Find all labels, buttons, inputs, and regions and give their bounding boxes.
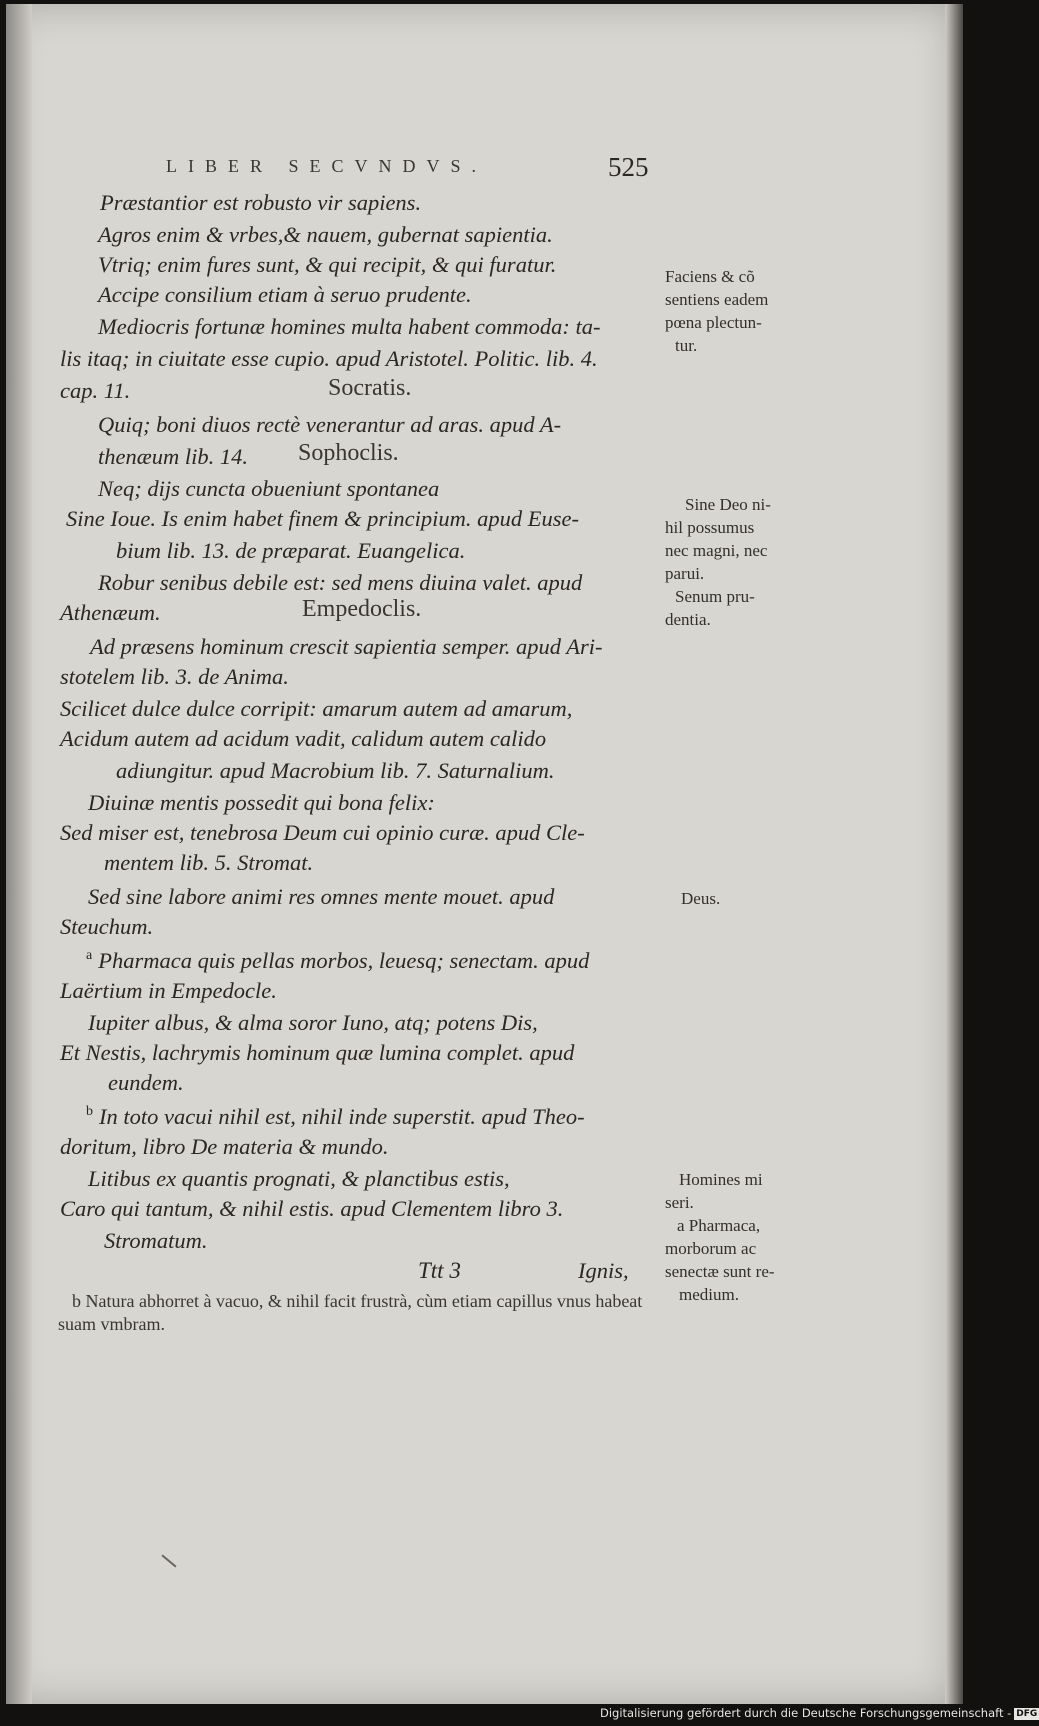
marginal-note-line: senectæ sunt re- bbox=[665, 1262, 775, 1281]
marginal-note-line: morborum ac bbox=[665, 1239, 757, 1258]
text-line: doritum, libro De materia & mundo. bbox=[60, 1134, 389, 1159]
section-heading: Empedoclis. bbox=[302, 596, 422, 622]
text-line: Iupiter albus, & alma soror Iuno, atq; potens Dis, bbox=[88, 1010, 538, 1035]
page-gutter-shadow bbox=[6, 4, 32, 1704]
marginal-note-line: nec magni, nec bbox=[665, 541, 768, 560]
marginal-note-line: tur. bbox=[675, 336, 698, 355]
page-edge-shadow bbox=[945, 4, 963, 1704]
text-line: Stromatum. bbox=[104, 1228, 208, 1253]
text-line: eundem. bbox=[108, 1070, 184, 1095]
text-line: Agros enim & vrbes,& nauem, gubernat sapientia. bbox=[98, 222, 553, 247]
signature-mark: Ttt 3 bbox=[418, 1258, 461, 1283]
text-line: Athenæum. bbox=[60, 600, 161, 625]
footnote-line: suam vmbram. bbox=[58, 1314, 165, 1334]
text-line: stotelem lib. 3. de Anima. bbox=[60, 664, 289, 689]
marginal-note-line: sentiens eadem bbox=[665, 290, 769, 309]
marginal-note-line: Deus. bbox=[681, 889, 721, 908]
section-heading: Sophoclis. bbox=[298, 440, 399, 466]
marginal-note-line: hil possumus bbox=[665, 518, 755, 537]
marginal-note-line: a Pharmaca, bbox=[677, 1216, 761, 1235]
marginal-note-line: seri. bbox=[665, 1193, 694, 1212]
text-line: Neq; dijs cuncta obueniunt spontanea bbox=[98, 476, 440, 501]
text-line: cap. 11. bbox=[60, 378, 131, 403]
text-fragment: In toto vacui nihil est, nihil inde superstit. apud Theo- bbox=[99, 1104, 585, 1129]
text-line: Scilicet dulce dulce corripit: amarum autem ad amarum, bbox=[60, 696, 573, 721]
text-line: Vtriq; enim fures sunt, & qui recipit, & qui furatur. bbox=[98, 252, 557, 277]
text-line: Sed miser est, tenebrosa Deum cui opinio curæ. apud Cle- bbox=[60, 820, 585, 845]
text-line: lis itaq; in ciuitate esse cupio. apud Aristotel. Politic. lib. 4. bbox=[60, 346, 598, 371]
note-marker: a bbox=[86, 948, 93, 963]
marginal-note-line: medium. bbox=[679, 1285, 739, 1304]
text-line: Robur senibus debile est: sed mens diuina valet. apud bbox=[98, 570, 583, 595]
catchword: Ignis, bbox=[578, 1258, 629, 1283]
text-line: thenæum lib. 14. bbox=[98, 444, 248, 469]
running-head: LIBER SECVNDVS. bbox=[166, 156, 488, 176]
marginal-note bbox=[665, 493, 805, 631]
text-line: Mediocris fortunæ homines multa habent commoda: ta- bbox=[98, 314, 601, 339]
marginal-note-line: Sine Deo ni- bbox=[685, 495, 771, 514]
marginal-note-line: pœna plectun- bbox=[665, 313, 762, 332]
text-line: Laërtium in Empedocle. bbox=[60, 978, 277, 1003]
section-heading: Socratis. bbox=[328, 375, 412, 401]
footnote-line: b Natura abhorret à vacuo, & nihil facit frustrà, cùm etiam capillus vnus habeat bbox=[72, 1291, 643, 1311]
text-line: Caro qui tantum, & nihil estis. apud Clementem libro 3. bbox=[60, 1196, 564, 1221]
note-marker: b bbox=[86, 1104, 93, 1119]
text-line: Sine Ioue. Is enim habet finem & principium. apud Euse- bbox=[66, 506, 580, 531]
text-line: Præstantior est robusto vir sapiens. bbox=[100, 190, 422, 215]
text-line bbox=[86, 948, 589, 974]
text-line: bium lib. 13. de præparat. Euangelica. bbox=[116, 538, 466, 563]
text-line: adiungitur. apud Macrobium lib. 7. Saturnalium. bbox=[116, 758, 555, 783]
marginal-note-line: Faciens & cõ bbox=[665, 267, 755, 286]
marginal-note-line: Senum pru- bbox=[675, 587, 755, 606]
text-line: Ad præsens hominum crescit sapientia semper. apud Ari- bbox=[90, 634, 603, 659]
marginal-note-line: dentia. bbox=[665, 610, 711, 629]
text-line: Diuinæ mentis possedit qui bona felix: bbox=[88, 790, 435, 815]
page-header bbox=[0, 152, 1000, 182]
digitization-credit bbox=[600, 1706, 1039, 1720]
marginal-note-line: Homines mi bbox=[679, 1170, 763, 1189]
dfg-logo: DFG bbox=[1016, 1708, 1038, 1719]
text-line: Acidum autem ad acidum vadit, calidum autem calido bbox=[60, 726, 547, 751]
text-line: Et Nestis, lachrymis hominum quæ lumina complet. apud bbox=[60, 1040, 575, 1065]
text-line bbox=[86, 1104, 585, 1130]
marginal-note bbox=[665, 887, 805, 910]
text-line: Litibus ex quantis prognati, & planctibus estis, bbox=[88, 1166, 510, 1191]
text-line: mentem lib. 5. Stromat. bbox=[104, 850, 314, 875]
marginal-note bbox=[665, 1168, 805, 1306]
credit-text: Digitalisierung gefördert durch die Deutsche Forschungsgemeinschaft - bbox=[600, 1706, 1012, 1720]
marginal-note bbox=[665, 265, 805, 357]
text-line: Quiq; boni diuos rectè venerantur ad aras. apud A- bbox=[98, 412, 562, 437]
marginal-note-line: parui. bbox=[665, 564, 705, 583]
text-line: Steuchum. bbox=[60, 914, 154, 939]
text-fragment: Pharmaca quis pellas morbos, leuesq; senectam. apud bbox=[98, 948, 590, 973]
text-line: Sed sine labore animi res omnes mente mouet. apud bbox=[88, 884, 555, 909]
text-line: Accipe consilium etiam à seruo prudente. bbox=[98, 282, 472, 307]
footnote bbox=[58, 1290, 818, 1336]
page-number: 525 bbox=[608, 152, 649, 182]
